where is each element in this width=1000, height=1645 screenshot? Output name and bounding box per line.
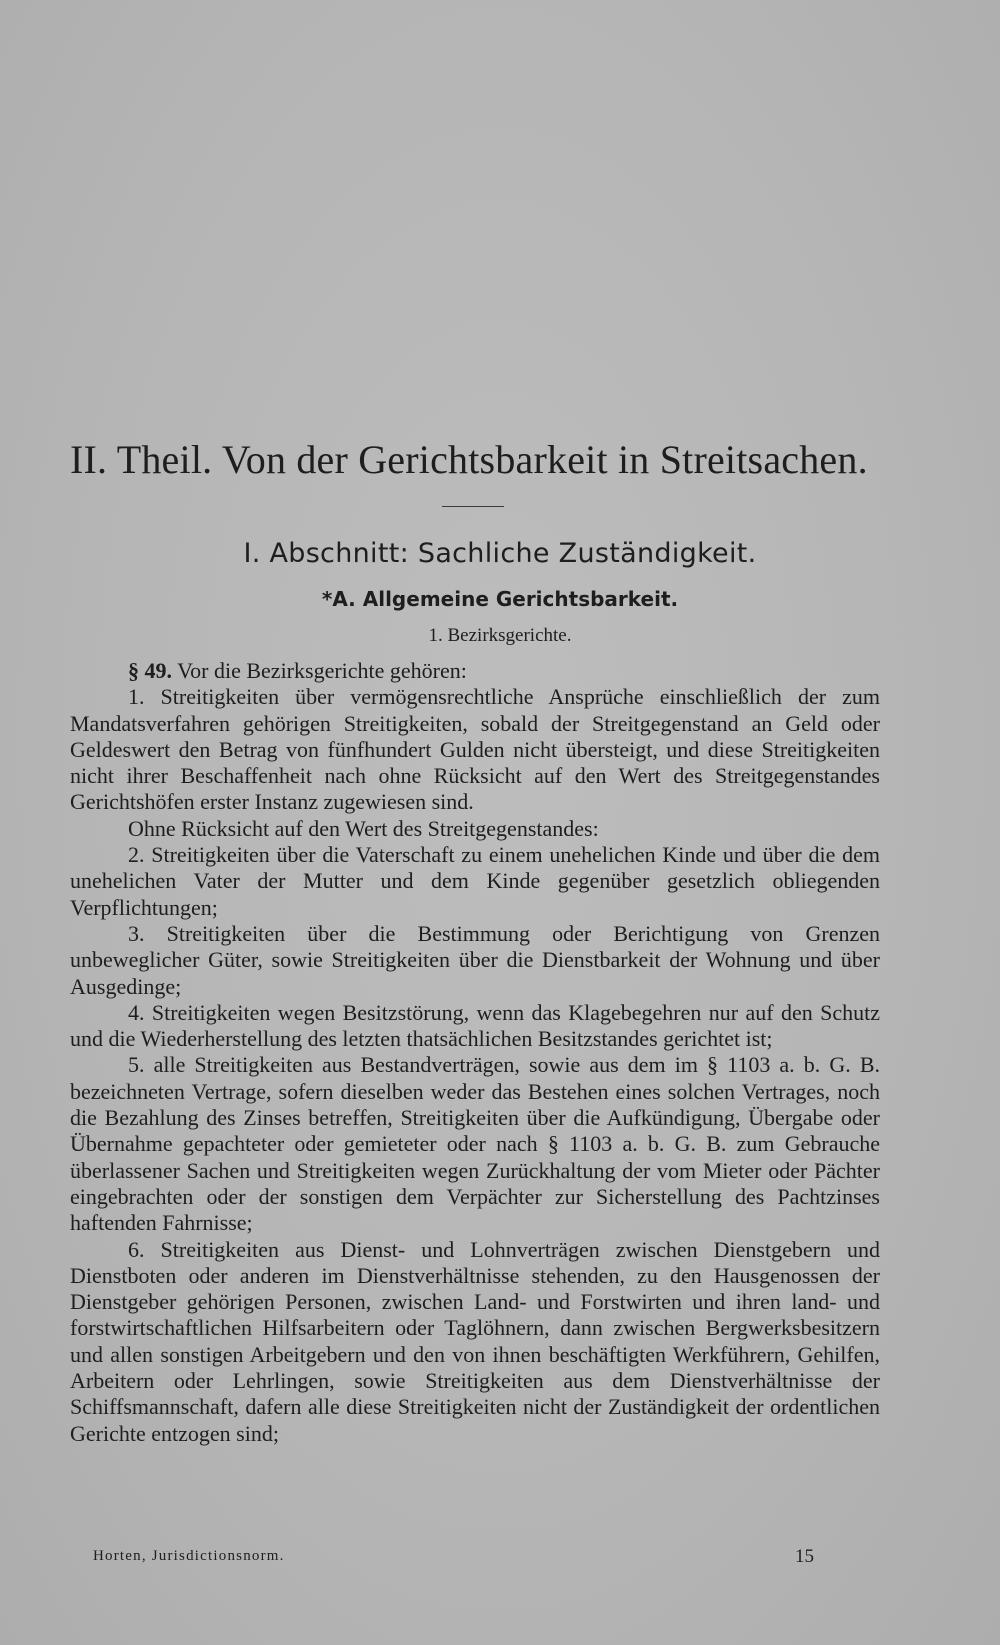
running-footer: Horten, Jurisdictionsnorm.: [93, 1548, 285, 1564]
court-heading: 1. Bezirksgerichte.: [428, 625, 572, 646]
intro-text: Vor die Bezirksgerichte gehören:: [177, 658, 467, 683]
list-item: 3. Streitigkeiten über die Bestimmung oder Berichtigung von Grenzen unbeweglicher Güter, sowie Streitigkeiten über die Dienstbarkeit der Wohnung und über Ausgedinge;: [70, 920, 880, 999]
part-title: II. Theil. Von der Gerichtsbarkeit in Streitsachen.: [70, 437, 868, 482]
list-item: 2. Streitigkeiten über die Vaterschaft zu einem unehelichen Kinde und über die dem unehelichen Vater der Mutter und dem Kinde gegenüber gesetzlich obliegenden Verpflichtungen;: [70, 842, 880, 920]
body-text: [70, 658, 880, 1447]
paragraph-intro: [70, 658, 880, 684]
paragraph-number: § 49.: [128, 658, 172, 683]
list-item: 4. Streitigkeiten wegen Besitzstörung, wenn das Klagebegehren nur auf den Schutz und die Wiederherstellung des letzten thatsächlichen Besitzstandes gerichtet ist;: [70, 999, 880, 1052]
subsection-title: *A. Allgemeine Gerichtsbarkeit.: [321, 587, 679, 611]
section-title: I. Abschnitt: Sachliche Zuständigkeit.: [243, 538, 757, 569]
list-item: 1. Streitigkeiten über vermögensrechtliche Ansprüche einschließlich der zum Mandatsverfahren gehörigen Streitigkeiten, sobald der Streitgegenstand an Geld oder Geldeswert den Betrag von fünfhundert Gulden nicht übersteigt, und diese Streitigkeiten nicht ihrer Beschaffenheit nach ohne Rücksicht auf den Wert des Streitgegenstandes Gerichtshöfen erster Instanz zugewiesen sind.: [70, 684, 880, 815]
list-item: 5. alle Streitigkeiten aus Bestandverträgen, sowie aus dem im § 1103 a. b. G. B. bezeichneten Vertrage, sofern dieselben weder das Bestehen eines solchen Vertrages, noch die Bezahlung des Zinses betreffen, Streitigkeiten über die Aufkündigung, Übergabe oder Übernahme gepachteter oder gemieteter oder nach § 1103 a. b. G. B. zum Gebrauche überlassener Sachen und Streitigkeiten wegen Zurückhaltung der vom Mieter oder Pächter eingebrachten oder der sonstigen dem Verpächter zur Sicherstellung des Pachtzinses haftenden Fahrnisse;: [70, 1052, 880, 1236]
page-number: 15: [795, 1546, 814, 1567]
list-item: 6. Streitigkeiten aus Dienst- und Lohnverträgen zwischen Dienstgebern und Dienstboten oder anderen im Dienstverhältnisse stehenden, zu den Hausgenossen der Dienstgeber gehörigen Personen, zwischen Land- und Forstwirten und ihren land- und forstwirtschaftlichen Hilfsarbeitern oder Taglöhnern, dann zwischen Bergwerksbesitzern und allen sonstigen Arbeitgebern und den von ihnen beschäftigten Werkführern, Gehilfen, Arbeitern oder Lehrlingen, sowie Streitigkeiten aus dem Dienstverhältnisse der Schiffsmannschaft, dafern alle diese Streitigkeiten nicht der Zuständigkeit der ordentlichen Gerichte entzogen sind;: [70, 1236, 880, 1446]
title-divider: [442, 506, 504, 507]
list-item: Ohne Rücksicht auf den Wert des Streitgegenstandes:: [128, 815, 599, 841]
